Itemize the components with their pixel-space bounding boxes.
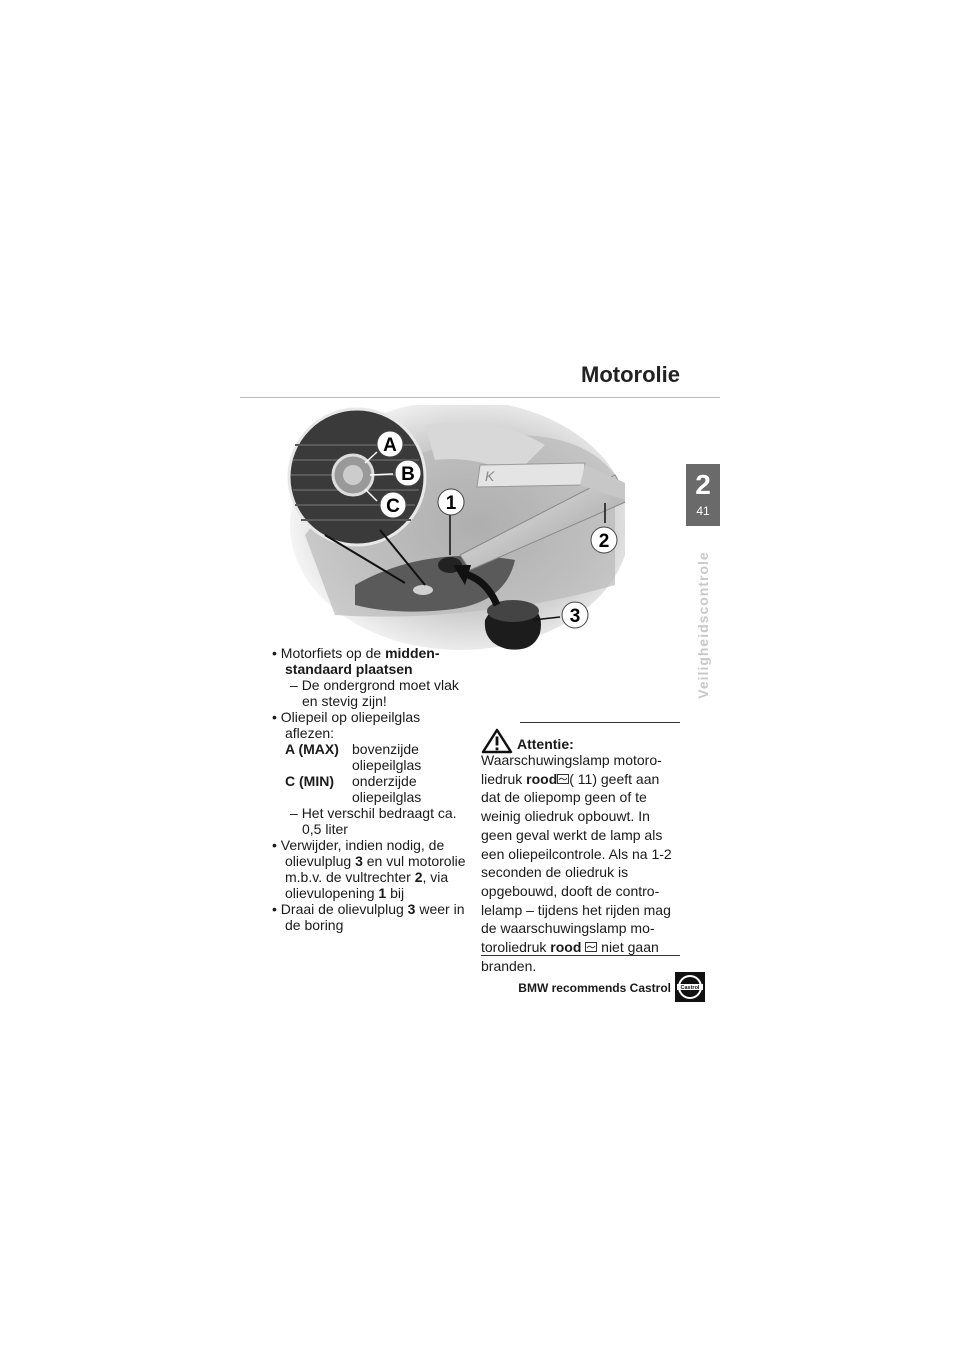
attention-heading: Attentie: xyxy=(481,728,679,752)
list-item: • Motorfiets op de midden-standaard plaatsen xyxy=(272,645,440,677)
page-title: Motorolie xyxy=(581,362,680,387)
label-C: C xyxy=(386,496,400,517)
oil-pressure-icon xyxy=(585,942,597,952)
page-number: 41 xyxy=(696,504,710,518)
definition-row: C (MIN) onderzijde oliepeilglas xyxy=(285,773,422,805)
list-item: • Oliepeil op oliepeilglas aflezen: xyxy=(272,709,421,741)
section-number: 2 xyxy=(695,469,711,500)
instruction-list xyxy=(272,645,472,933)
definition-row: A (MAX) bovenzijde oliepeilglas xyxy=(285,741,422,773)
attention-bottom-rule xyxy=(481,955,680,956)
header-rule xyxy=(240,397,720,398)
label-2: 2 xyxy=(598,531,610,552)
list-item: • Draai de olievulplug 3 weer in de boring xyxy=(272,901,465,933)
castrol-logo xyxy=(675,972,705,1002)
attention-text: Waarschuwingslamp motoro-liedruk rood ( 11) geeft aan dat de oliepomp geen of te weinig oliedruk opbouwt. In geen geval werkt de lamp als een oliepeilcontrole. Als na 1-2 seconden de oliedruk is opgebouwd, dooft de contro-lelamp – tijdens het rijden mag de waarschuwingslamp mo-toroliedruk rood niet gaan branden. xyxy=(481,752,672,974)
castrol-footer xyxy=(480,972,705,1002)
label-A: A xyxy=(383,435,397,456)
label-1: 1 xyxy=(445,493,457,514)
label-B: B xyxy=(401,464,415,485)
list-item: • Verwijder, indien nodig, de olievulplug 3 en vul motorolie m.b.v. de vultrechter 2, via olievulopening 1 bij xyxy=(272,837,466,901)
list-subitem: – Het verschil bedraagt ca. 0,5 liter xyxy=(290,805,457,837)
svg-text:K: K xyxy=(485,468,495,484)
oil-pressure-icon xyxy=(557,774,569,784)
list-subitem: – De ondergrond moet vlak en stevig zijn! xyxy=(290,677,459,709)
section-tab xyxy=(686,464,720,526)
label-3: 3 xyxy=(569,606,581,627)
footer-text: BMW recommends Castrol xyxy=(518,981,671,995)
attention-top-rule xyxy=(520,722,680,723)
section-side-label: Veiligheidscontrole xyxy=(695,551,711,699)
oil-fill-illustration xyxy=(285,405,625,660)
svg-text:Castrol: Castrol xyxy=(680,985,700,991)
